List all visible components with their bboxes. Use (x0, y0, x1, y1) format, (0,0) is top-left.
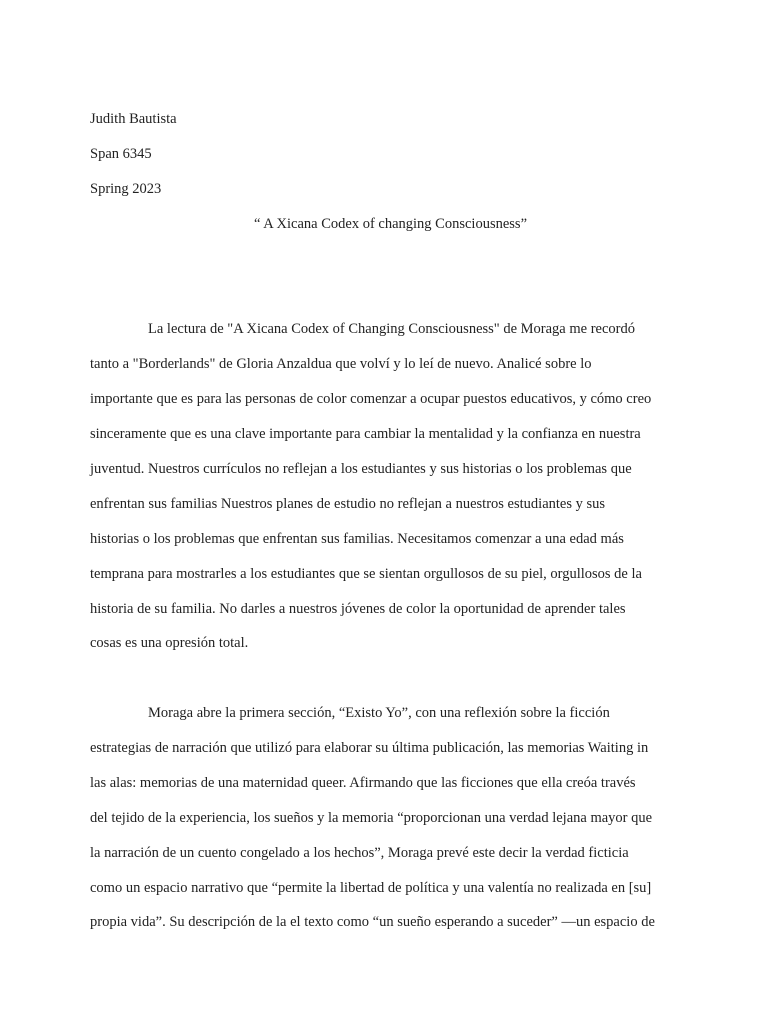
paragraph-line: temprana para mostrarles a los estudiantes que se sientan orgullosos de su piel, orgullosos de la (90, 566, 642, 582)
paragraph-line: importante que es para las personas de color comenzar a ocupar puestos educativos, y cómo creo (90, 391, 652, 407)
course-code: Span 6345 (90, 146, 152, 162)
paragraph-line: del tejido de la experiencia, los sueños y la memoria “proporcionan una verdad lejana mayor que (90, 810, 653, 826)
paragraph-line: cosas es una opresión total. (90, 635, 249, 651)
paragraph-line: historias o los problemas que enfrentan sus familias. Necesitamos comenzar a una edad más (90, 531, 624, 547)
paragraph-line: las alas: memorias de una maternidad queer. Afirmando que las ficciones que ella creóa través (90, 775, 636, 791)
paragraph-line: juventud. Nuestros currículos no reflejan a los estudiantes y sus historias o los problemas que (90, 461, 632, 477)
paragraph-line: como un espacio narrativo que “permite la libertad de política y una valentía no realizada en [su] (90, 880, 652, 896)
paragraph-line: la narración de un cuento congelado a los hechos”, Moraga prevé este decir la verdad ficticia (90, 845, 629, 861)
paragraph-line: propia vida”. Su descripción de la el texto como “un sueño esperando a suceder” —un espacio de (90, 914, 655, 930)
paragraph-line: sinceramente que es una clave importante para cambiar la mentalidad y la confianza en nuestra (90, 426, 641, 442)
paragraph-line: tanto a "Borderlands" de Gloria Anzaldua que volví y lo leí de nuevo. Analicé sobre lo (90, 356, 592, 372)
paragraph-line: historia de su familia. No darles a nuestros jóvenes de color la oportunidad de aprender tales (90, 601, 626, 617)
paragraph-line: La lectura de "A Xicana Codex of Changing Consciousness" de Moraga me recordó (148, 321, 635, 337)
paragraph-line: enfrentan sus familias Nuestros planes de estudio no reflejan a nuestros estudiantes y sus (90, 496, 606, 512)
paragraph-line: estrategias de narración que utilizó para elaborar su última publicación, las memorias Waiting in (90, 740, 649, 756)
term: Spring 2023 (90, 181, 162, 197)
essay-title: “ A Xicana Codex of changing Consciousness” (253, 216, 528, 232)
paragraph-line: Moraga abre la primera sección, “Existo Yo”, con una reflexión sobre la ficción (148, 705, 610, 721)
author-name: Judith Bautista (90, 111, 177, 127)
